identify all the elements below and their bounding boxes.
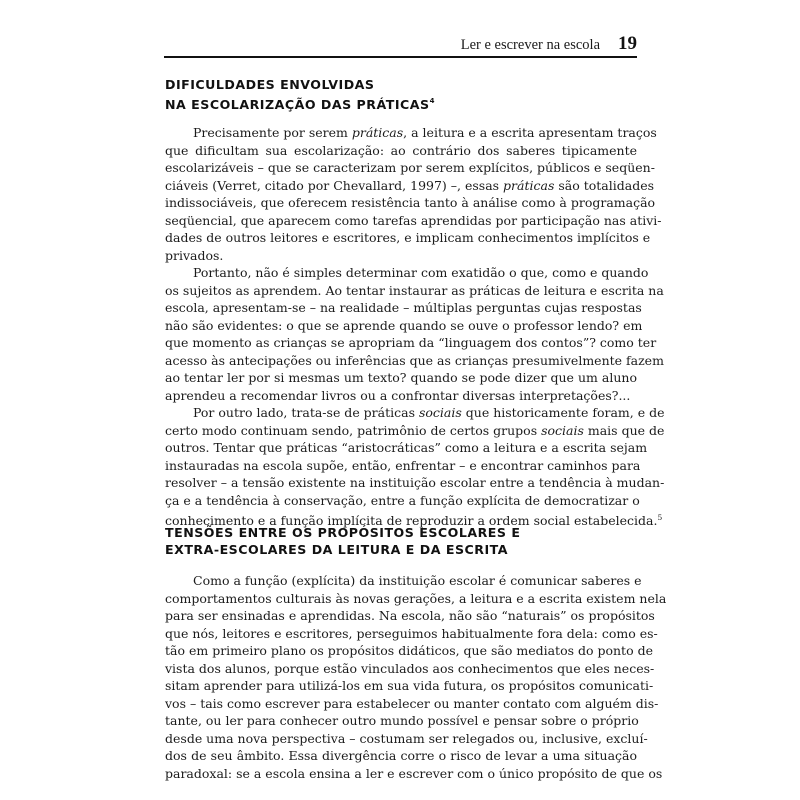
- section-heading-1: [165, 76, 640, 113]
- section-heading-2-line1: TENSÕES ENTRE OS PROPÓSITOS ESCOLARES E: [165, 525, 521, 540]
- text-line: outros. Tentar que práticas “aristocráticas” como a leitura e a escrita sejam: [165, 440, 648, 455]
- section-heading-1-line1: DIFICULDADES ENVOLVIDAS: [165, 77, 375, 92]
- text-line: sitam aprender para utilizá-los em sua vida futura, os propósitos comunicati-: [165, 678, 654, 693]
- paragraph: [165, 572, 667, 782]
- page-number: 19: [618, 33, 637, 54]
- text-line: aprendeu a recomendar livros ou a confrontar diversas interpretações?...: [165, 387, 631, 403]
- text-line: para ser ensinadas e aprendidas. Na escola, não são “naturais” os propósitos: [165, 608, 655, 623]
- text-line: dos de seu âmbito. Essa divergência corre o risco de levar a uma situação: [165, 748, 637, 763]
- emphasis: práticas: [503, 177, 555, 193]
- running-header: [164, 32, 637, 56]
- text-line: dades de outros leitores e escritores, e implicam conhecimentos implícitos e: [165, 230, 651, 245]
- text-line: certo modo continuam sendo, patrimônio de certos grupos sociais mais que de: [165, 422, 665, 438]
- text-line: vos – tais como escrever para estabelecer ou manter contato com alguém dis-: [165, 695, 659, 711]
- section-heading-1-line2-text: NA ESCOLARIZAÇÃO DAS PRÁTICAS: [165, 97, 430, 112]
- text-line: seqüencial, que aparecem como tarefas aprendidas por participação nas ativi-: [165, 212, 662, 228]
- text-line: escola, apresentam-se – na realidade – múltiplas perguntas cujas respostas: [165, 300, 642, 315]
- text-line: que dificultam sua escolarização: ao contrário dos saberes tipicamente: [165, 142, 637, 158]
- text-line: Portanto, não é simples determinar com exatidão o que, como e quando: [193, 265, 649, 280]
- text-line: não são evidentes: o que se aprende quando se ouve o professor lendo? em: [165, 317, 643, 333]
- text-line: indissociáveis, que oferecem resistência tanto à análise como à programação: [165, 195, 656, 210]
- text-line: Precisamente por serem práticas, a leitura e a escrita apresentam traços: [193, 125, 657, 140]
- paragraph: [165, 124, 662, 264]
- paragraph: [165, 264, 664, 404]
- text-line: ciáveis (Verret, citado por Chevallard, 1997) –, essas práticas são totalidades: [165, 177, 655, 193]
- section-heading-2: [165, 524, 640, 558]
- text-line: acesso às antecipações ou inferências que as crianças presumivelmente fazem: [165, 352, 664, 368]
- section-heading-2-line2: EXTRA-ESCOLARES DA LEITURA E DA ESCRITA: [165, 542, 508, 557]
- text-line: Como a função (explícita) da instituição escolar é comunicar saberes e: [193, 573, 642, 588]
- text-line: ao tentar ler por si mesmas um texto? quando se pode dizer que um aluno: [165, 370, 637, 385]
- text-line: tante, ou ler para conhecer outro mundo possível e pensar sobre o próprio: [165, 713, 639, 728]
- paragraph: [165, 404, 665, 528]
- text-line: que nós, leitores e escritores, perseguimos habitualmente fora dela: como es-: [165, 625, 658, 641]
- section-heading-1-line2: [165, 93, 640, 113]
- footnote-ref-5: 5: [657, 513, 663, 522]
- header-rule: [164, 56, 637, 58]
- emphasis: práticas: [351, 125, 404, 140]
- text-line: paradoxal: se a escola ensina a ler e escrever com o único propósito de que os: [165, 765, 663, 781]
- text-line: privados.: [165, 247, 224, 263]
- text-line: desde uma nova perspectiva – costumam ser relegados ou, inclusive, excluí-: [165, 730, 648, 746]
- emphasis: sociais: [541, 422, 584, 438]
- text-line: comportamentos culturais às novas gerações, a leitura e a escrita existem nela: [165, 590, 667, 606]
- text-line: vista dos alunos, porque estão vinculados aos conhecimentos que eles neces-: [165, 660, 655, 676]
- text-line: resolver – a tensão existente na instituição escolar entre a tendência à mudan-: [165, 475, 665, 490]
- section-1-body: [165, 124, 665, 528]
- footnote-ref-4: 4: [429, 97, 435, 105]
- emphasis: sociais: [418, 405, 462, 420]
- text-line: escolarizáveis – que se caracterizam por serem explícitos, públicos e seqüen-: [165, 160, 655, 175]
- running-title: Ler e escrever na escola: [460, 37, 600, 53]
- section-2-body: [165, 572, 667, 782]
- text-line: instauradas na escola supõe, então, enfrentar – e encontrar caminhos para: [165, 457, 641, 473]
- text-line: ça e a tendência à conservação, entre a função explícita de democratizar o: [165, 492, 640, 508]
- text-line: que momento as crianças se apropriam da “linguagem dos contos”? como ter: [165, 335, 657, 350]
- text-line: Por outro lado, trata-se de práticas sociais que historicamente foram, e de: [193, 405, 665, 420]
- text-line: conhecimento e a função implícita de reproduzir a ordem social estabelecida.$^5$: [165, 513, 663, 528]
- text-line: os sujeitos as aprendem. Ao tentar instaurar as práticas de leitura e escrita na: [165, 282, 664, 298]
- text-line: tão em primeiro plano os propósitos didáticos, que são mediatos do ponto de: [165, 643, 653, 658]
